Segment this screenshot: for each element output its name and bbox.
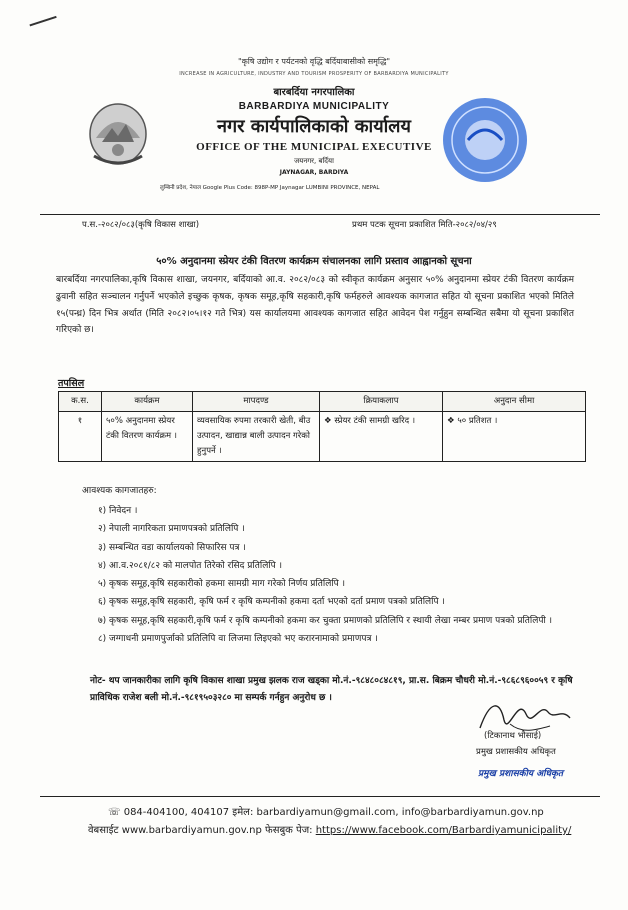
municipality-name-np: बारबर्दिया नगरपालिका xyxy=(273,87,355,98)
list-item: ५) कृषक समूह,कृषि सहकारीको हकमा सामग्री माग गरेको निर्णय प्रतिलिपि । xyxy=(98,579,346,590)
col-activity: क्रियाकलाप xyxy=(320,392,443,412)
pen-mark xyxy=(29,16,58,32)
cell-limit: ❖ ५० प्रतिशत । xyxy=(443,412,586,462)
header-rule xyxy=(40,214,600,215)
cell-criteria: व्यवसायिक रुपमा तरकारी खेती, बीउ उत्पादन, खाद्यान्न बाली उत्पादन गरेको हुनुपर्ने । xyxy=(193,412,320,462)
cell-program: ५०% अनुदानमा स्प्रेयर टंकी वितरण कार्यक्रम । xyxy=(102,412,193,462)
list-item: ३) सम्बन्धित वडा कार्यालयको सिफारिस पत्र । xyxy=(98,542,246,553)
program-table xyxy=(58,391,586,462)
cell-sn: १ xyxy=(59,412,102,462)
col-criteria: मापदण्ड xyxy=(193,392,320,412)
municipality-name-en: BARBARDIYA MUNICIPALITY xyxy=(238,101,390,112)
address-line: लुम्बिनी प्रदेश, नेपाल Google Plus Code: 898P-MP Jaynagar LUMBINI PROVINCE, NEPAL xyxy=(160,185,380,191)
website-label: वेबसाईट xyxy=(88,825,119,836)
municipality-stamp-icon xyxy=(440,95,530,189)
facebook-label: फेसबुक पेज: xyxy=(265,825,313,836)
slogan: "कृषि उद्योग र पर्यटनको वृद्धि बर्दियाबासीको समृद्धि" xyxy=(237,57,391,66)
list-item: ६) कृषक समूह,कृषि सहकारी, कृषि फर्म र कृषि कम्पनीको हकमा दर्ता भएको दर्ता प्रमाण पत्रको प्रतिलिपि । xyxy=(98,597,445,608)
slogan-en: INCREASE IN AGRICULTURE, INDUSTRY AND TOURISM PROSPERITY OF BARBARDIYA MUNICIPALITY xyxy=(179,71,449,77)
table-header-row xyxy=(59,392,586,412)
email-label: इमेल: xyxy=(232,807,254,818)
footer-web xyxy=(88,822,571,836)
website-link[interactable]: www.barbardiyamun.gov.np xyxy=(121,825,262,836)
office-title-np: नगर कार्यपालिकाको कार्यालय xyxy=(217,116,411,137)
location-en: JAYNAGAR, BARDIYA xyxy=(279,169,349,176)
list-item: २) नेपाली नागरिकता प्रमाणपत्रको प्रतिलिपि । xyxy=(98,524,245,535)
footer-contact xyxy=(108,804,544,818)
office-title-en: OFFICE OF THE MUNICIPAL EXECUTIVE xyxy=(196,141,432,153)
nepal-emblem-icon xyxy=(86,98,150,172)
col-limit: अनुदान सीमा xyxy=(443,392,586,412)
email-addresses[interactable]: barbardiyamun@gmail.com, info@barbardiyamun.gov.np xyxy=(256,807,544,818)
cell-activity: ❖ स्प्रेयर टंकी सामग्री खरिद । xyxy=(320,412,443,462)
phone-icon: ☏ xyxy=(108,807,121,818)
list-item: ४) आ.व.२०८१/८२ को मालपोत तिरेको रसिद प्रतिलिपि । xyxy=(98,560,283,571)
documents-label: आवश्यक कागजातहरु: xyxy=(82,486,157,496)
list-item: ८) जग्गाधनी प्रमाणपुर्जाको प्रतिलिपि वा लिजमा लिइएको भए करारनामाको प्रमाणपत्र । xyxy=(98,634,378,645)
col-sn: क.स. xyxy=(59,392,102,412)
signatory-name: (टिकानाथ भौसाई) xyxy=(484,731,542,741)
table-label: तपसिल xyxy=(58,378,85,389)
signatory-stamp: प्रमुख प्रशासकीय अधिकृत xyxy=(478,769,564,779)
notice-subject: ५०% अनुदानमा स्प्रेयर टंकी वितरण कार्यक्रम संचालनका लागि प्रस्ताव आह्वानको सूचना xyxy=(156,256,472,267)
publication-date: प्रथम पटक सूचना प्रकाशित मिति-२०८२/०४/२९ xyxy=(352,220,497,230)
list-item: १) निवेदन । xyxy=(98,506,138,516)
contact-note: नोट- थप जानकारीका लागि कृषि विकास शाखा प्रमुख झलक राज खड्का मो.नं.-९८४८०८४८१९, प्रा.स. बिक्रम चौधरी मो.नं.-९८६८९६००५९ र कृषि प्राविधिक राजेश बली मो.नं.-९८१९५०३२८० मा सम्पर्क गर्नहुन अनुरोध छ । xyxy=(90,676,573,703)
phone-numbers: 084-404100, 404107 xyxy=(123,807,230,818)
location-np: जयनगर, बर्दिया xyxy=(294,157,334,165)
documents-list xyxy=(98,502,578,648)
col-program: कार्यक्रम xyxy=(102,392,193,412)
facebook-link[interactable]: https://www.facebook.com/Barbardiyamunicipality/ xyxy=(315,825,572,836)
notice-body: बारबर्दिया नगरपालिका,कृषि विकास शाखा, जयनगर, बर्दियाको आ.व. २०८२/०८३ को स्वीकृत कार्यक्रम अनुसार ५०% अनुदानमा स्प्रेयर टंकी वितरण कार्यक्रम ढुवानी सहित सञ्चालन गर्नुपर्ने भएकोले इच्छुक कृषक, कृषक समूह,कृषि सहकारी,कृषि फर्महरुले आवश्यक कागजात सहित यो सूचना प्रकाशित भएको मितिले १५(पन्ध्र) दिन भित्र अर्थात (मिति २०८२।०५।१२ गते भित्र) यस कार्यालयमा आवश्यक कागजात सहित आवेदन पेश गर्नुहुन सम्बन्धित सबैमा यो सूचना प्रकाशित गरिएको छ। xyxy=(56,275,574,336)
reference-number: प.स.-२०८२/०८३(कृषि विकास शाखा) xyxy=(82,220,200,230)
signatory-title: प्रमुख प्रशासकीय अधिकृत xyxy=(476,747,556,757)
footer-rule xyxy=(40,796,600,797)
table-row xyxy=(59,412,586,462)
list-item: ७) कृषक समूह,कृषि सहकारी,कृषि फर्म र कृषि कम्पनीको हकमा कर चुक्ता प्रमाणको प्रतिलिपि र स्थायी लेखा नम्बर प्रमाण पत्रको प्रतिलिपी । xyxy=(98,615,553,626)
